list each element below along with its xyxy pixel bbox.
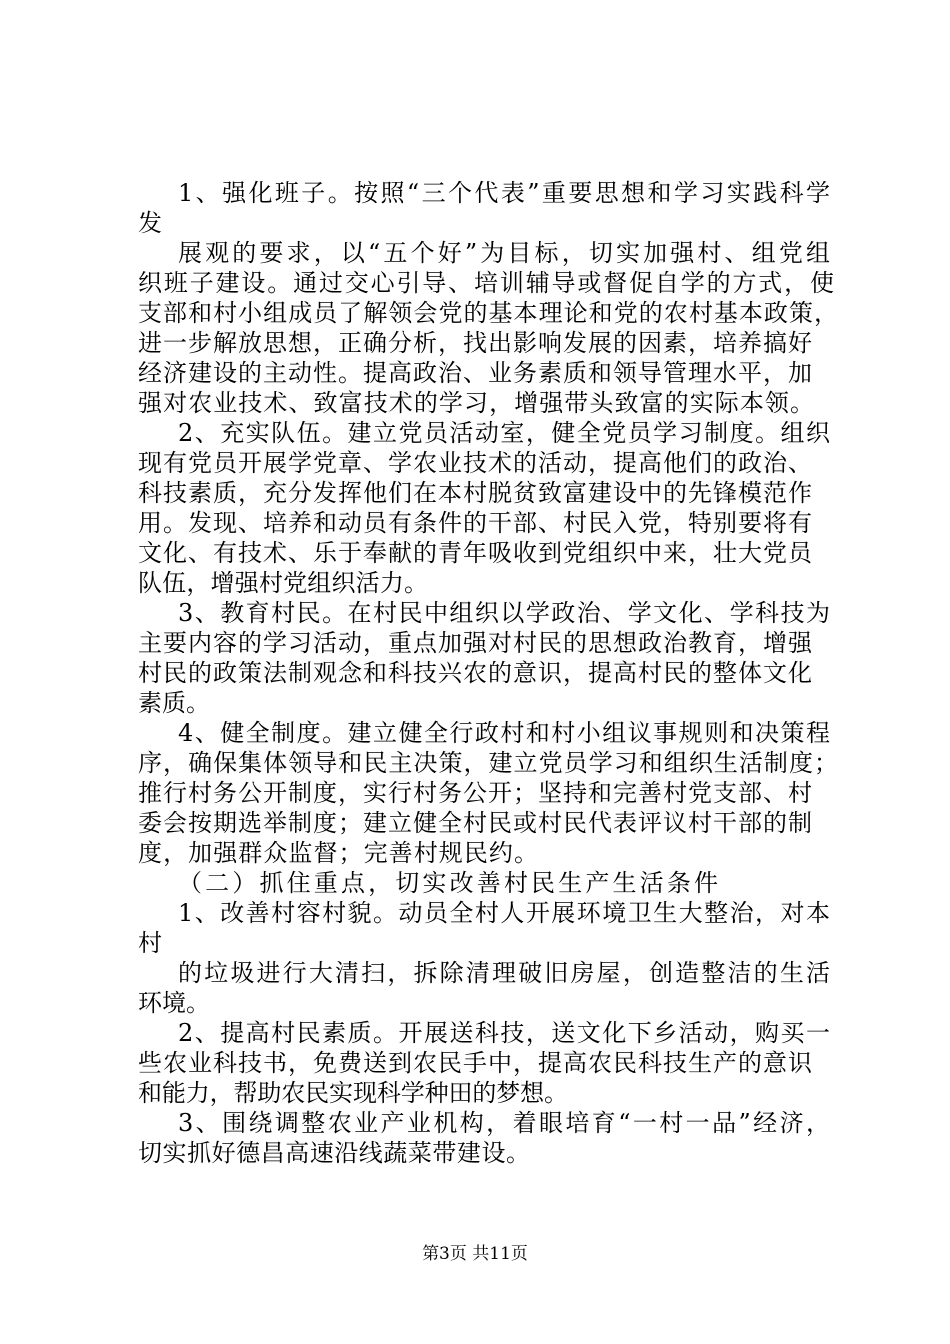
text-line: 序，确保集体领导和民主决策，建立党员学习和组织生活制度； xyxy=(138,749,840,777)
text-line: 4、健全制度。建立健全行政村和村小组议事规则和决策程 xyxy=(178,719,832,747)
text-line: 进一步解放思想，正确分析，找出影响发展的因素，培养搞好 xyxy=(138,329,813,357)
text-line: 切实抓好德昌高速沿线蔬菜带建设。 xyxy=(138,1139,531,1167)
text-line: 用。发现、培养和动员有条件的干部、村民入党，特别要将有 xyxy=(138,509,813,537)
text-line: 科技素质，充分发挥他们在本村脱贫致富建设中的先锋模范作 xyxy=(138,479,813,507)
text-line: 环境。 xyxy=(138,989,210,1017)
text-line: 1、改善村容村貌。动员全村人开展环境卫生大整治，对本 xyxy=(178,899,832,927)
text-line: 些农业科技书，免费送到农民手中，提高农民科技生产的意识 xyxy=(138,1049,813,1077)
text-line: 队伍，增强村党组织活力。 xyxy=(138,569,429,597)
text-line: 3、围绕调整农业产业机构，着眼培育“一村一品”经济， xyxy=(178,1109,833,1137)
text-line: 素质。 xyxy=(138,689,210,717)
text-line: 度，加强群众监督；完善村规民约。 xyxy=(138,839,540,867)
text-line: 村 xyxy=(138,929,162,957)
page-footer: 第3页 共11页 xyxy=(422,1244,528,1264)
text-line: 3、教育村民。在村民中组织以学政治、学文化、学科技为 xyxy=(178,599,832,627)
text-line: 经济建设的主动性。提高政治、业务素质和领导管理水平，加 xyxy=(138,359,813,387)
text-line: 展观的要求，以“五个好”为目标，切实加强村、组党组 xyxy=(178,239,834,267)
text-line: 文化、有技术、乐于奉献的青年吸收到党组织中来，壮大党员 xyxy=(138,539,813,567)
text-line: 织班子建设。通过交心引导、培训辅导或督促自学的方式，使 xyxy=(138,269,836,297)
text-line: 强对农业技术、致富技术的学习，增强带头致富的实际本领。 xyxy=(138,389,816,417)
text-line: 发 xyxy=(138,209,162,237)
text-line: （二）抓住重点，切实改善村民生产生活条件 xyxy=(178,869,722,897)
text-line: 1、强化班子。按照“三个代表”重要思想和学习实践科学 xyxy=(178,179,833,207)
text-line: 2、提高村民素质。开展送科技，送文化下乡活动，购买一 xyxy=(178,1019,832,1047)
text-line: 村民的政策法制观念和科技兴农的意识，提高村民的整体文化 xyxy=(138,659,813,687)
text-line: 主要内容的学习活动，重点加强对村民的思想政治教育，增强 xyxy=(138,629,813,657)
text-line: 现有党员开展学党章、学农业技术的活动，提高他们的政治、 xyxy=(138,449,813,477)
text-line: 的垃圾进行大清扫，拆除清理破旧房屋，创造整洁的生活 xyxy=(178,959,833,987)
text-line: 支部和村小组成员了解领会党的基本理论和党的农村基本政策， xyxy=(138,299,840,327)
text-line: 2、充实队伍。建立党员活动室，健全党员学习制度。组织 xyxy=(178,419,832,447)
text-line: 推行村务公开制度，实行村务公开；坚持和完善村党支部、村 xyxy=(138,779,813,807)
text-line: 和能力，帮助农民实现科学种田的梦想。 xyxy=(138,1079,568,1107)
text-line: 委会按期选举制度；建立健全村民或村民代表评议村干部的制 xyxy=(138,809,813,837)
